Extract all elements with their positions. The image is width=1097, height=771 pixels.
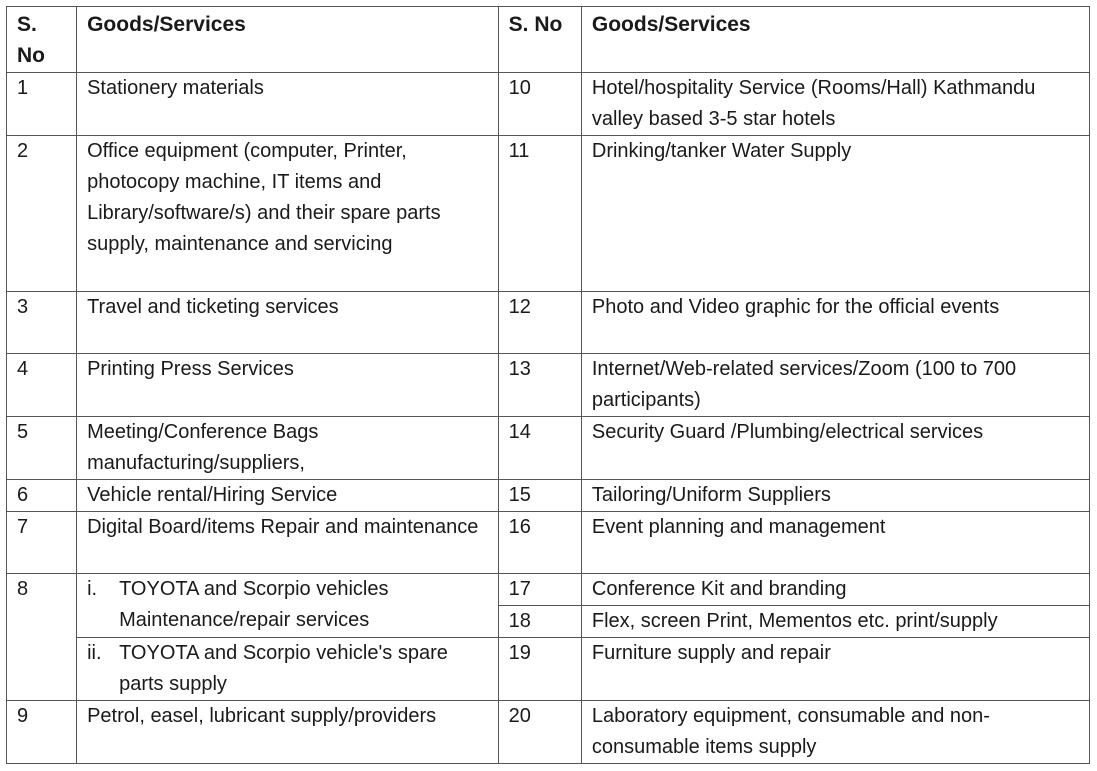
- goods-cell: Internet/Web-related services/Zoom (100 to 700 participants): [581, 354, 1089, 417]
- sno-cell: 7: [7, 512, 77, 574]
- sub-item-number: i.: [87, 578, 98, 600]
- table-row: [7, 292, 1090, 354]
- goods-cell: Petrol, easel, lubricant supply/providers: [77, 701, 499, 764]
- goods-cell: Hotel/hospitality Service (Rooms/Hall) Kathmandu valley based 3-5 star hotels: [581, 73, 1089, 136]
- table-row: [7, 136, 1090, 292]
- goods-cell: Flex, screen Print, Mementos etc. print/supply: [581, 606, 1089, 638]
- goods-cell: Furniture supply and repair: [581, 638, 1089, 701]
- goods-cell: Meeting/Conference Bags manufacturing/suppliers,: [77, 417, 499, 480]
- goods-cell: Drinking/tanker Water Supply: [581, 136, 1089, 292]
- sno-cell: 1: [7, 73, 77, 136]
- table-row: [7, 701, 1090, 764]
- goods-cell: Vehicle rental/Hiring Service: [77, 480, 499, 512]
- sub-item-text: TOYOTA and Scorpio vehicles Maintenance/repair services: [119, 578, 389, 631]
- goods-cell: Tailoring/Uniform Suppliers: [581, 480, 1089, 512]
- goods-cell: Event planning and management: [581, 512, 1089, 574]
- table-row: [7, 512, 1090, 574]
- goods-cell: Conference Kit and branding: [581, 574, 1089, 606]
- table-row: [7, 354, 1090, 417]
- sno-cell: 15: [498, 480, 581, 512]
- table-row: [7, 574, 1090, 606]
- sub-item-text: TOYOTA and Scorpio vehicle's spare parts supply: [119, 642, 448, 695]
- sno-cell: 12: [498, 292, 581, 354]
- table-row: [7, 417, 1090, 480]
- goods-cell: Photo and Video graphic for the official events: [581, 292, 1089, 354]
- sno-cell: 3: [7, 292, 77, 354]
- goods-cell: Stationery materials: [77, 73, 499, 136]
- sno-cell: 17: [498, 574, 581, 606]
- header-row: [7, 7, 1090, 73]
- sno-cell: 18: [498, 606, 581, 638]
- sno-cell: 14: [498, 417, 581, 480]
- sub-item: [87, 574, 490, 636]
- sno-cell: 10: [498, 73, 581, 136]
- sno-cell: 6: [7, 480, 77, 512]
- goods-cell: Digital Board/items Repair and maintenance: [77, 512, 499, 574]
- sno-cell: 9: [7, 701, 77, 764]
- table-row: [7, 638, 1090, 701]
- goods-services-table: [6, 6, 1090, 764]
- sub-item-number: ii.: [87, 642, 102, 664]
- goods-cell: Office equipment (computer, Printer, photocopy machine, IT items and Library/software/s) and their spare parts supply, maintenance and servicing: [77, 136, 499, 292]
- sno-cell: 11: [498, 136, 581, 292]
- goods-cell: Printing Press Services: [77, 354, 499, 417]
- goods-cell: [77, 638, 499, 701]
- sno-cell: 5: [7, 417, 77, 480]
- goods-cell: Security Guard /Plumbing/electrical services: [581, 417, 1089, 480]
- header-goods-right: Goods/Services: [581, 7, 1089, 73]
- sno-cell: 4: [7, 354, 77, 417]
- sub-item: [87, 638, 490, 700]
- goods-cell: Laboratory equipment, consumable and non-consumable items supply: [581, 701, 1089, 764]
- sno-cell: 2: [7, 136, 77, 292]
- header-goods-left: Goods/Services: [77, 7, 499, 73]
- sno-cell: 13: [498, 354, 581, 417]
- header-sno-right: S. No: [498, 7, 581, 73]
- sno-cell: 16: [498, 512, 581, 574]
- sno-cell: 8: [7, 574, 77, 701]
- table-row: [7, 480, 1090, 512]
- sno-cell: 20: [498, 701, 581, 764]
- sno-cell: 19: [498, 638, 581, 701]
- header-sno-left: S. No: [7, 7, 77, 73]
- table-row: [7, 73, 1090, 136]
- goods-cell: Travel and ticketing services: [77, 292, 499, 354]
- goods-cell: [77, 574, 499, 638]
